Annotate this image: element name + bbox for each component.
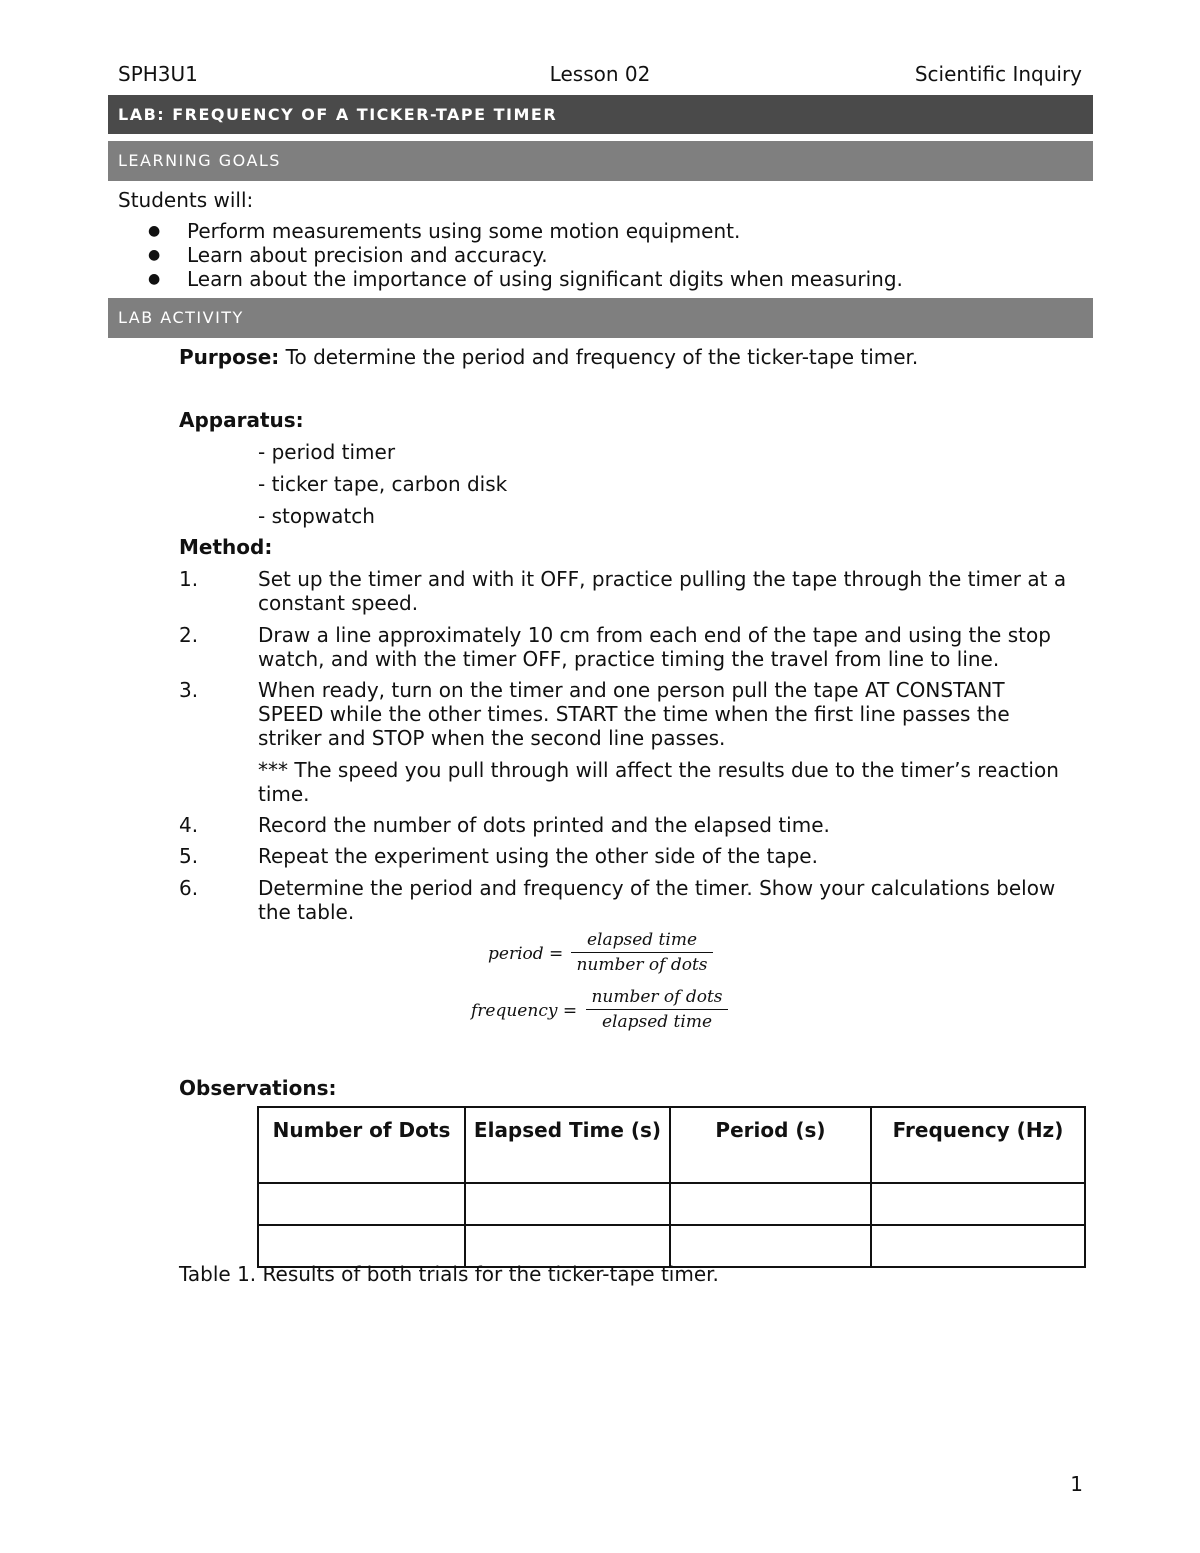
unit-label: Scientific Inquiry [914, 62, 1082, 86]
method-note: *** The speed you pull through will affect the results due to the timer’s reaction time. [258, 758, 1059, 806]
apparatus-heading: Apparatus: [179, 408, 304, 432]
formula-denominator: elapsed time [601, 1012, 713, 1032]
formula-numerator: number of dots [586, 987, 728, 1010]
step-number: 3. [179, 678, 199, 702]
page-title: LAB: FREQUENCY OF A TICKER-TAPE TIMER [108, 95, 1093, 134]
step-text: When ready, turn on the timer and one person pull the tape AT CONSTANT SPEED while the other times. START the time when the first line passes the striker and STOP when the second line passes. [258, 678, 1010, 750]
observations-heading: Observations: [179, 1076, 337, 1100]
observations-table [257, 1106, 1086, 1268]
list-item: - period timer [258, 440, 396, 464]
formula-lhs: period = [488, 944, 564, 964]
table-cell [465, 1225, 670, 1267]
goals-intro: Students will: [118, 188, 254, 212]
column-header: Elapsed Time (s) [465, 1107, 670, 1183]
table-row [258, 1183, 1085, 1225]
table-cell [258, 1183, 465, 1225]
step-text: Repeat the experiment using the other side of the tape. [258, 844, 818, 868]
column-header: Number of Dots [258, 1107, 465, 1183]
table-cell [465, 1183, 670, 1225]
learning-goals-heading: LEARNING GOALS [108, 141, 1093, 181]
formula-denominator: number of dots [576, 955, 708, 975]
goal-text: Learn about the importance of using significant digits when measuring. [187, 267, 903, 291]
bullet-icon: ● [148, 247, 161, 263]
purpose-label: Purpose: [179, 345, 280, 369]
table-cell [871, 1225, 1085, 1267]
bullet-icon: ● [148, 271, 161, 287]
formula-fraction [586, 987, 728, 1032]
step-number: 2. [179, 623, 199, 647]
goals-list [118, 219, 903, 291]
table-header-row [258, 1107, 1085, 1183]
purpose-text: To determine the period and frequency of the ticker-tape timer. [279, 345, 919, 369]
step-number: 5. [179, 844, 199, 868]
column-header: Period (s) [670, 1107, 871, 1183]
table-caption: Table 1. Results of both trials for the ticker-tape timer. [179, 1262, 719, 1286]
list-item: - ticker tape, carbon disk [258, 472, 508, 496]
step-text: Determine the period and frequency of the timer. Show your calculations below the table. [258, 876, 1056, 924]
table-cell [670, 1183, 871, 1225]
step-text: Record the number of dots printed and the elapsed time. [258, 813, 830, 837]
table-cell [871, 1183, 1085, 1225]
formula-numerator: elapsed time [571, 930, 713, 953]
column-header: Frequency (Hz) [871, 1107, 1085, 1183]
step-text: Set up the timer and with it OFF, practice pulling the tape through the timer at a constant speed. [258, 567, 1067, 615]
list-item: - stopwatch [258, 504, 375, 528]
table-cell [258, 1225, 465, 1267]
formula-fraction [571, 930, 713, 975]
goal-text: Learn about precision and accuracy. [187, 243, 548, 267]
lesson-label: Lesson 02 [549, 62, 651, 86]
step-number: 4. [179, 813, 199, 837]
bullet-icon: ● [148, 223, 161, 239]
method-heading: Method: [179, 535, 273, 559]
step-number: 6. [179, 876, 199, 900]
page-number: 1 [1070, 1472, 1083, 1496]
table-cell [670, 1225, 871, 1267]
lab-activity-heading: LAB ACTIVITY [108, 298, 1093, 338]
list-item [118, 243, 903, 267]
table-row [258, 1225, 1085, 1267]
course-code: SPH3U1 [118, 62, 198, 86]
list-item [118, 267, 903, 291]
apparatus-list [258, 440, 507, 536]
list-item [118, 219, 903, 243]
page-header [118, 62, 1082, 90]
goal-text: Perform measurements using some motion equipment. [187, 219, 741, 243]
step-text: Draw a line approximately 10 cm from each end of the tape and using the stop watch, and with the timer OFF, practice timing the travel from line to line. [258, 623, 1051, 671]
purpose-paragraph [179, 345, 918, 369]
step-number: 1. [179, 567, 199, 591]
formula-lhs: frequency = [471, 1001, 578, 1021]
